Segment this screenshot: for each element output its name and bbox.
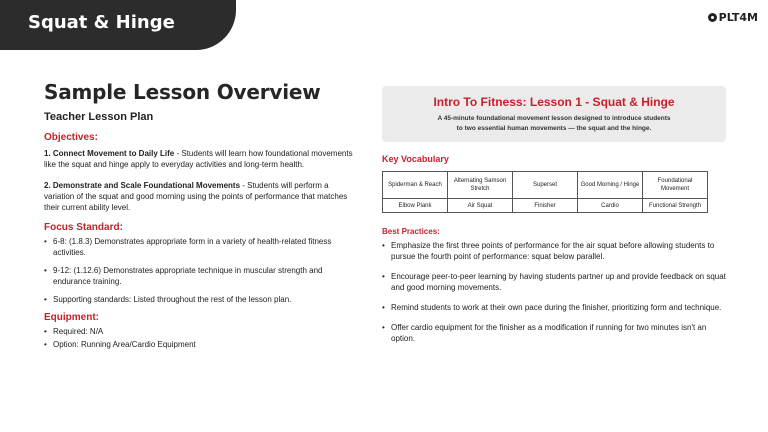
list-item: • Offer cardio equipment for the finisher as a modification if running for two minutes isn't an option. (382, 322, 726, 344)
intro-title: Intro To Fitness: Lesson 1 - Squat & Hinge (433, 95, 675, 109)
list-item: • Required: N/A (44, 326, 360, 337)
list-item: • Remind students to work at their own pace during the finisher, prioritizing form and technique. (382, 302, 726, 313)
table-cell: Foundational Movement (643, 172, 708, 199)
objective-text: - Students will learn how foundational movements like the squat and hinge apply to everyday activities and long-term health. (44, 149, 353, 169)
table-row (383, 199, 708, 213)
brand-logo (708, 11, 758, 24)
objective-text: - Students will perform a variation of the squat and good morning using the points of performance that matches their current ability level. (44, 181, 348, 212)
plt4m-logo-icon (708, 13, 717, 22)
list-item: • 9-12: (1.12.6) Demonstrates appropriate technique in muscular strength and endurance training. (44, 265, 360, 287)
lesson-overview-column (44, 80, 360, 352)
table-cell: Superset (513, 172, 578, 199)
best-practices-list (382, 240, 726, 344)
table-cell: Cardio (578, 199, 643, 213)
intro-description (390, 114, 718, 134)
equipment-list (44, 326, 360, 350)
list-item: • Emphasize the first three points of performance for the air squat before allowing students to pursue the fourth point of performance: squat below parallel. (382, 240, 726, 262)
list-item: • 6-8: (1.8.3) Demonstrates appropriate form in a variety of health-related fitness activities. (44, 236, 360, 258)
table-cell: Alternating Samson Stretch (448, 172, 513, 199)
header-tab (0, 0, 236, 50)
intro-description-line: to two essential human movements — the squat and the hinge. (456, 125, 652, 132)
lesson-details-column (382, 86, 726, 353)
list-item: • Option: Running Area/Cardio Equipment (44, 339, 360, 350)
table-cell: Spiderman & Reach (383, 172, 448, 199)
list-item: • Encourage peer-to-peer learning by having students partner up and provide feedback on squat and good morning movements. (382, 271, 726, 293)
table-cell: Elbow Plank (383, 199, 448, 213)
objective-title: 2. Demonstrate and Scale Foundational Movements (44, 181, 241, 190)
logo-text: PLT4M (718, 11, 758, 24)
vocabulary-heading: Key Vocabulary (382, 154, 449, 164)
objective-item (44, 148, 360, 170)
objective-title: 1. Connect Movement to Daily Life (44, 149, 175, 158)
list-item: • Supporting standards: Listed throughout the rest of the lesson plan. (44, 294, 360, 305)
equipment-heading: Equipment: (44, 312, 99, 323)
focus-standard-list (44, 236, 360, 305)
vocabulary-table (382, 171, 708, 213)
page-subtitle: Teacher Lesson Plan (44, 111, 154, 123)
table-row (383, 172, 708, 199)
header-title: Squat & Hinge (28, 12, 175, 33)
best-practices-heading: Best Practices: (382, 227, 440, 236)
table-cell: Air Squat (448, 199, 513, 213)
focus-standard-heading: Focus Standard: (44, 222, 123, 233)
table-cell: Functional Strength (643, 199, 708, 213)
objective-item (44, 180, 360, 213)
page-title: Sample Lesson Overview (44, 80, 321, 104)
intro-banner (382, 86, 726, 142)
table-cell: Good Morning / Hinge (578, 172, 643, 199)
table-cell: Finisher (513, 199, 578, 213)
intro-description-line: A 45-minute foundational movement lesson designed to introduce students (437, 115, 671, 122)
objectives-heading: Objectives: (44, 132, 98, 143)
